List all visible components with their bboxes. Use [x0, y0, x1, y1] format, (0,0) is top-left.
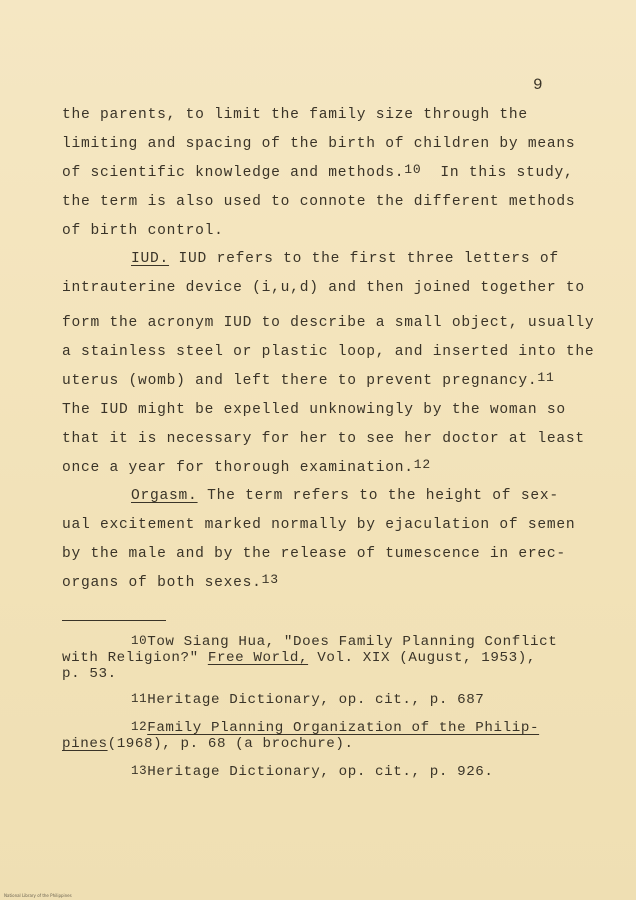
footnote-12: $^{12}$Family Planning Organization of the Philip- [131, 720, 540, 736]
body-line: ual excitement marked normally by ejaculation of semen [62, 517, 576, 533]
term-heading-iud: IUD. [131, 251, 170, 267]
footnote-ref: 10 [404, 162, 422, 177]
body-line: the parents, to limit the family size through the [62, 107, 528, 123]
archive-footer: National Library of the Philippines [4, 893, 72, 898]
term-heading-orgasm: Orgasm. [131, 488, 198, 504]
body-line: The IUD might be expelled unknowingly by the woman so [62, 402, 566, 418]
body-line: organs of both sexes.$^{13}$ [62, 572, 279, 591]
body-line: of birth control. [62, 223, 224, 239]
body-line: limiting and spacing of the birth of children by means [62, 136, 576, 152]
body-line: form the acronym IUD to describe a small object, usually [62, 315, 595, 331]
footnote-ref: 11 [537, 370, 555, 385]
body-line: Orgasm. The term refers to the height of sex- [131, 488, 559, 504]
body-line: the term is also used to connote the different methods [62, 194, 576, 210]
footnote-12-line2: pines(1968), p. 68 (a brochure). [62, 736, 354, 752]
footnote-ref: 12 [413, 457, 431, 472]
body-line: IUD. IUD refers to the first three letters of [131, 251, 559, 267]
footnote-divider [62, 620, 166, 621]
footnote-10-line3: p. 53. [62, 666, 117, 682]
body-line: uterus (womb) and left there to prevent pregnancy.$^{11}$ [62, 370, 555, 389]
body-line: a stainless steel or plastic loop, and inserted into the [62, 344, 595, 360]
body-line: of scientific knowledge and methods.$^{10}$ In this study, [62, 162, 574, 181]
body-line: that it is necessary for her to see her doctor at least [62, 431, 585, 447]
page-number: 9 [533, 76, 544, 94]
footnote-13: $^{13}$Heritage Dictionary, op. cit., p. 926. [131, 764, 494, 780]
footnote-10: $^{10}$Tow Siang Hua, "Does Family Planning Conflict [131, 634, 558, 650]
footnote-10-line2: with Religion?" Free World, Vol. XIX (August, 1953), [62, 650, 536, 666]
footnote-11: $^{11}$Heritage Dictionary, op. cit., p. 687 [131, 692, 485, 708]
body-line: by the male and by the release of tumescence in erec- [62, 546, 566, 562]
body-line: once a year for thorough examination.$^{12}$ [62, 457, 431, 476]
footnote-ref: 13 [261, 572, 279, 587]
body-line: intrauterine device (i,u,d) and then joined together to [62, 280, 585, 296]
